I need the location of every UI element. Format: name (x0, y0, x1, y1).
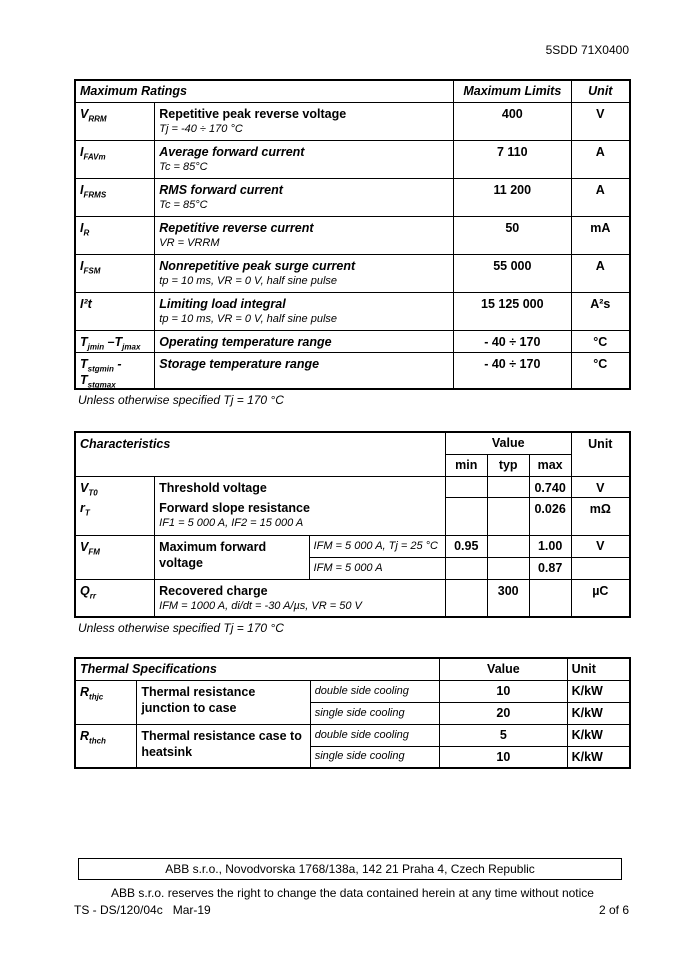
max-value: 1.00 (529, 535, 571, 557)
unit: A (571, 254, 630, 292)
max-value: 0.740 (529, 476, 571, 497)
unit: mΩ (571, 497, 630, 535)
unit: A (571, 178, 630, 216)
symbol: $R_{thjc}$ (75, 680, 137, 724)
min-value (445, 579, 487, 617)
parameter: Thermal resistance junction to case (137, 680, 310, 724)
symbol: $V_{RRM}$ (75, 102, 155, 140)
symbol: $T_{jmin}$ $-T_{jmax}$ (75, 330, 155, 352)
symbol: $T_{stgmin}$ - $T_{stgmax}$ (75, 352, 155, 389)
column-header: Maximum Limits (453, 80, 571, 102)
company-address: ABB s.r.o., Novodvorska 1768/138a, 142 21 Praha 4, Czech Republic (78, 858, 622, 880)
conditions-note: Unless otherwise specified Tj = 170 °C (78, 621, 284, 635)
section-title: Characteristics (75, 432, 445, 476)
column-header: typ (487, 454, 529, 476)
table-row (75, 292, 630, 330)
parameter: RMS forward current Tc = 85°C (155, 178, 454, 216)
table-header-row (75, 658, 630, 680)
table-header-row (75, 80, 630, 102)
table-row (75, 497, 630, 535)
value: 10 (440, 746, 567, 768)
value: - 40 ÷ 170 (453, 330, 571, 352)
parameter: Thermal resistance case to heatsink (137, 724, 310, 768)
symbol: I²t (75, 292, 155, 330)
parameter: Operating temperature range (155, 330, 454, 352)
symbol: $I_{FAVm}$ (75, 140, 155, 178)
typ-value (487, 535, 529, 557)
condition: single side cooling (310, 746, 439, 768)
table-row (75, 330, 630, 352)
symbol: $V_{FM}$ (75, 535, 155, 579)
unit: V (571, 535, 630, 557)
column-header: Value (445, 432, 571, 454)
typ-value (487, 497, 529, 535)
unit (571, 557, 630, 579)
part-number: 5SDD 71X0400 (545, 43, 629, 57)
unit: µC (571, 579, 630, 617)
symbol: $R_{thch}$ (75, 724, 137, 768)
unit: V (571, 476, 630, 497)
value: - 40 ÷ 170 (453, 352, 571, 389)
unit: K/kW (567, 702, 630, 724)
symbol: $r_T$ (75, 497, 155, 535)
symbol: $V_{T0}$ (75, 476, 155, 497)
max-ratings-table (74, 79, 631, 390)
column-header: Unit (571, 80, 630, 102)
condition: double side cooling (310, 724, 439, 746)
condition: single side cooling (310, 702, 439, 724)
value: 400 (453, 102, 571, 140)
min-value (445, 476, 487, 497)
condition: IFM = 5 000 A, Tj = 25 °C (309, 535, 445, 557)
thermal-table (74, 657, 631, 769)
unit: V (571, 102, 630, 140)
unit: K/kW (567, 724, 630, 746)
parameter: Threshold voltage (155, 476, 446, 497)
characteristics-table (74, 431, 631, 618)
table-row (75, 476, 630, 497)
max-value (529, 579, 571, 617)
table-row (75, 352, 630, 389)
value: 15 125 000 (453, 292, 571, 330)
min-value: 0.95 (445, 535, 487, 557)
min-value (445, 557, 487, 579)
unit: mA (571, 216, 630, 254)
table-row (75, 216, 630, 254)
unit: A (571, 140, 630, 178)
value: 50 (453, 216, 571, 254)
unit: K/kW (567, 680, 630, 702)
parameter: Limiting load integral tp = 10 ms, VR = 0 V, half sine pulse (155, 292, 454, 330)
max-value: 0.026 (529, 497, 571, 535)
unit: °C (571, 330, 630, 352)
parameter: Repetitive reverse current VR = VRRM (155, 216, 454, 254)
value: 10 (440, 680, 567, 702)
parameter: Recovered charge IFM = 1000 A, di/dt = -30 A/µs, VR = 50 V (155, 579, 446, 617)
table-row (75, 254, 630, 292)
section-title: Maximum Ratings (75, 80, 453, 102)
parameter: Storage temperature range (155, 352, 454, 389)
value: 55 000 (453, 254, 571, 292)
condition: double side cooling (310, 680, 439, 702)
parameter: Forward slope resistance IF1 = 5 000 A, IF2 = 15 000 A (155, 497, 446, 535)
disclaimer: ABB s.r.o. reserves the right to change the data contained herein at any time without notice (111, 886, 594, 900)
table-row (75, 724, 630, 746)
column-header: Unit (571, 432, 630, 476)
parameter: Nonrepetitive peak surge current tp = 10 ms, VR = 0 V, half sine pulse (155, 254, 454, 292)
table-row (75, 579, 630, 617)
value: 7 110 (453, 140, 571, 178)
table-row (75, 140, 630, 178)
value: 11 200 (453, 178, 571, 216)
parameter: Maximum forward voltage (155, 535, 309, 579)
column-header: Value (440, 658, 567, 680)
typ-value (487, 476, 529, 497)
unit: °C (571, 352, 630, 389)
min-value (445, 497, 487, 535)
unit: K/kW (567, 746, 630, 768)
symbol: $Q_{rr}$ (75, 579, 155, 617)
symbol: $I_R$ (75, 216, 155, 254)
typ-value (487, 557, 529, 579)
value: 5 (440, 724, 567, 746)
document-id: TS - DS/120/04c Mar-19 (74, 903, 211, 917)
column-header: min (445, 454, 487, 476)
unit: A²s (571, 292, 630, 330)
table-row (75, 535, 630, 557)
table-row (75, 102, 630, 140)
value: 20 (440, 702, 567, 724)
max-value: 0.87 (529, 557, 571, 579)
column-header: Unit (567, 658, 630, 680)
conditions-note: Unless otherwise specified Tj = 170 °C (78, 393, 284, 407)
condition: IFM = 5 000 A (309, 557, 445, 579)
table-row (75, 178, 630, 216)
symbol: $I_{FSM}$ (75, 254, 155, 292)
table-row (75, 680, 630, 702)
section-title: Thermal Specifications (75, 658, 440, 680)
parameter: Average forward current Tc = 85°C (155, 140, 454, 178)
column-header: max (529, 454, 571, 476)
table-header-row (75, 432, 630, 454)
symbol: $I_{FRMS}$ (75, 178, 155, 216)
parameter: Repetitive peak reverse voltage Tj = -40 ÷ 170 °C (155, 102, 454, 140)
page-number: 2 of 6 (598, 903, 629, 917)
typ-value: 300 (487, 579, 529, 617)
